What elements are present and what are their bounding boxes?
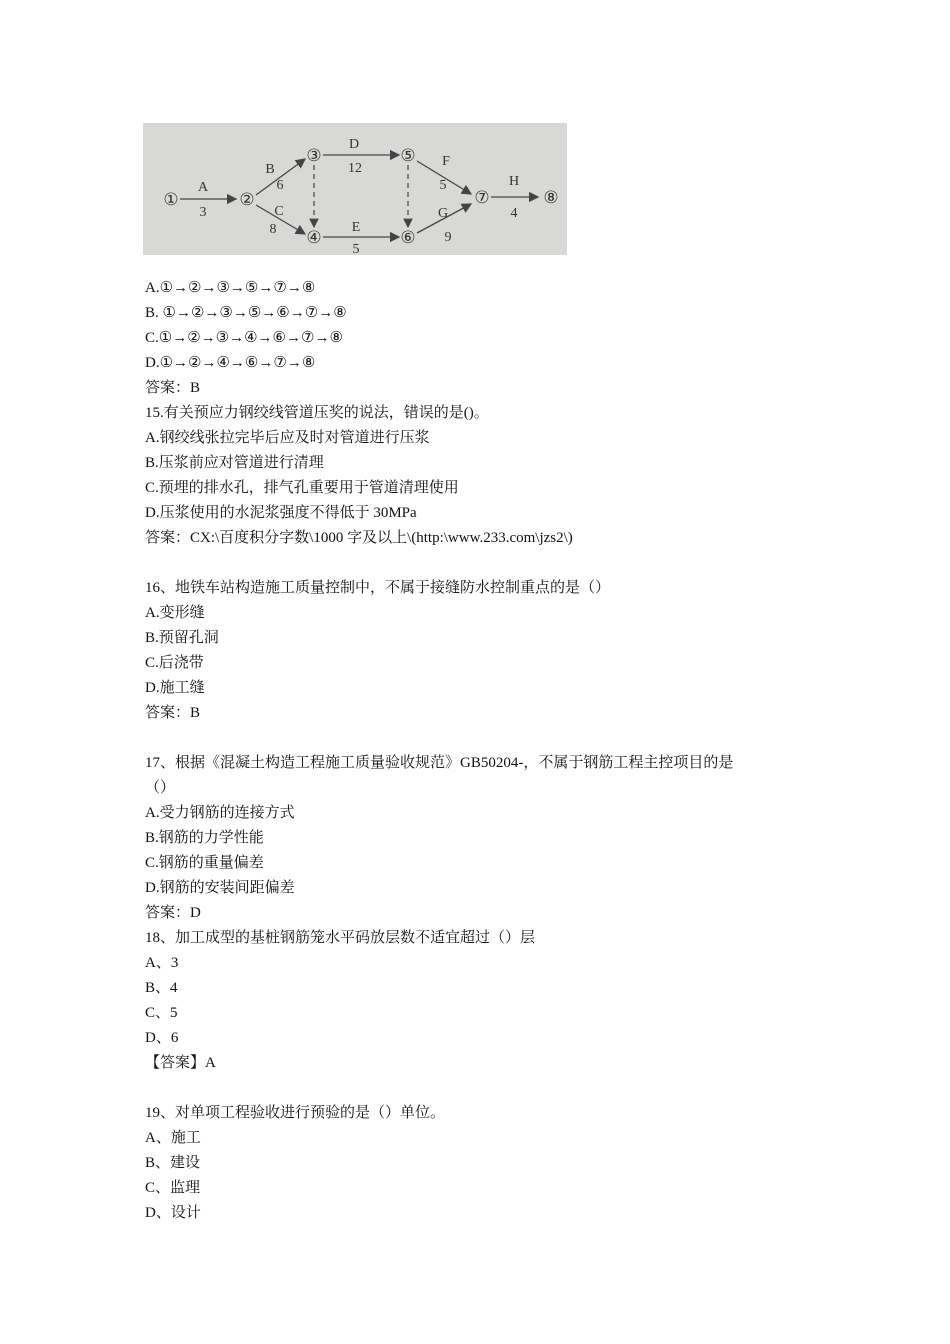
dur-F: 5 xyxy=(439,178,447,193)
answer-18: 【答案】A xyxy=(145,1055,216,1071)
question-18: 18、加工成型的基桩钢筋笼水平码放层数不适宜超过（）层 xyxy=(145,930,536,946)
q19-option-d: D、设计 xyxy=(145,1205,201,1221)
option-c: C.①→②→③→④→⑥→⑦→⑧ xyxy=(145,330,343,346)
node-2: ② xyxy=(239,190,255,210)
q17-option-d: D.钢筋的安装间距偏差 xyxy=(145,880,295,896)
q19-option-b: B、建设 xyxy=(145,1155,201,1171)
q16-option-d: D.施工缝 xyxy=(145,680,205,696)
label-H: H xyxy=(508,174,520,189)
q18-option-a: A、3 xyxy=(145,955,179,971)
q16-option-a: A.变形缝 xyxy=(145,605,205,621)
document-body xyxy=(145,276,825,1226)
q15-option-c: C.预埋的排水孔，排气孔重要用于管道清理使用 xyxy=(145,480,459,496)
q15-option-b: B.压浆前应对管道进行清理 xyxy=(145,455,324,471)
dur-H: 4 xyxy=(510,206,518,221)
node-1: ① xyxy=(163,190,179,210)
q17-option-c: C.钢筋的重量偏差 xyxy=(145,855,264,871)
label-E: E xyxy=(351,220,361,235)
dur-G: 9 xyxy=(444,230,452,245)
question-19: 19、对单项工程验收进行预验的是（）单位。 xyxy=(145,1105,446,1121)
node-3: ③ xyxy=(306,146,322,166)
label-G: G xyxy=(437,206,449,221)
answer-16: 答案：B xyxy=(145,705,201,721)
q19-option-a: A、施工 xyxy=(145,1130,201,1146)
question-15: 15.有关预应力钢绞线管道压奖的说法，错误的是()。 xyxy=(145,405,489,421)
network-diagram-svg xyxy=(143,123,567,255)
question-17-cont: （） xyxy=(145,780,176,796)
q18-option-d: D、6 xyxy=(145,1030,179,1046)
network-diagram xyxy=(143,123,567,255)
dur-B: 6 xyxy=(276,178,284,193)
q18-option-b: B、4 xyxy=(145,980,178,996)
q17-option-a: A.受力钢筋的连接方式 xyxy=(145,805,295,821)
option-a: A.①→②→③→⑤→⑦→⑧ xyxy=(145,280,316,296)
option-b: B. ①→②→③→⑤→⑥→⑦→⑧ xyxy=(145,305,347,321)
dur-C: 8 xyxy=(269,222,277,237)
node-4: ④ xyxy=(306,228,322,248)
dur-D: 12 xyxy=(348,161,362,176)
node-8: ⑧ xyxy=(543,188,559,208)
option-d: D.①→②→④→⑥→⑦→⑧ xyxy=(145,355,316,371)
dur-E: 5 xyxy=(352,242,360,255)
node-6: ⑥ xyxy=(400,228,416,248)
answer-15: 答案：CX:\百度积分字数\1000 字及以上\(http:\www.233.com\jzs2\) xyxy=(145,530,573,546)
q16-option-b: B.预留孔洞 xyxy=(145,630,219,646)
label-D: D xyxy=(348,137,360,152)
q15-option-a: A.钢绞线张拉完毕后应及时对管道进行压浆 xyxy=(145,430,430,446)
label-F: F xyxy=(442,154,450,169)
blank-line xyxy=(145,726,825,751)
q16-option-c: C.后浇带 xyxy=(145,655,204,671)
node-7: ⑦ xyxy=(474,188,490,208)
answer-14: 答案：B xyxy=(145,380,201,396)
node-5: ⑤ xyxy=(400,146,416,166)
blank-line xyxy=(145,1076,825,1101)
label-A: A xyxy=(197,180,209,195)
blank-line xyxy=(145,551,825,576)
question-17: 17、根据《混凝土构造工程施工质量验收规范》GB50204-，不属于钢筋工程主控项目的是 xyxy=(145,755,734,771)
q17-option-b: B.钢筋的力学性能 xyxy=(145,830,264,846)
q18-option-c: C、5 xyxy=(145,1005,178,1021)
dur-A: 3 xyxy=(199,205,207,220)
q15-option-d: D.压浆使用的水泥浆强度不得低于 30MPa xyxy=(145,505,417,521)
answer-17: 答案：D xyxy=(145,905,201,921)
question-16: 16、地铁车站构造施工质量控制中，不属于接缝防水控制重点的是（） xyxy=(145,580,611,596)
label-C: C xyxy=(274,204,284,219)
label-B: B xyxy=(265,162,275,177)
q19-option-c: C、监理 xyxy=(145,1180,201,1196)
